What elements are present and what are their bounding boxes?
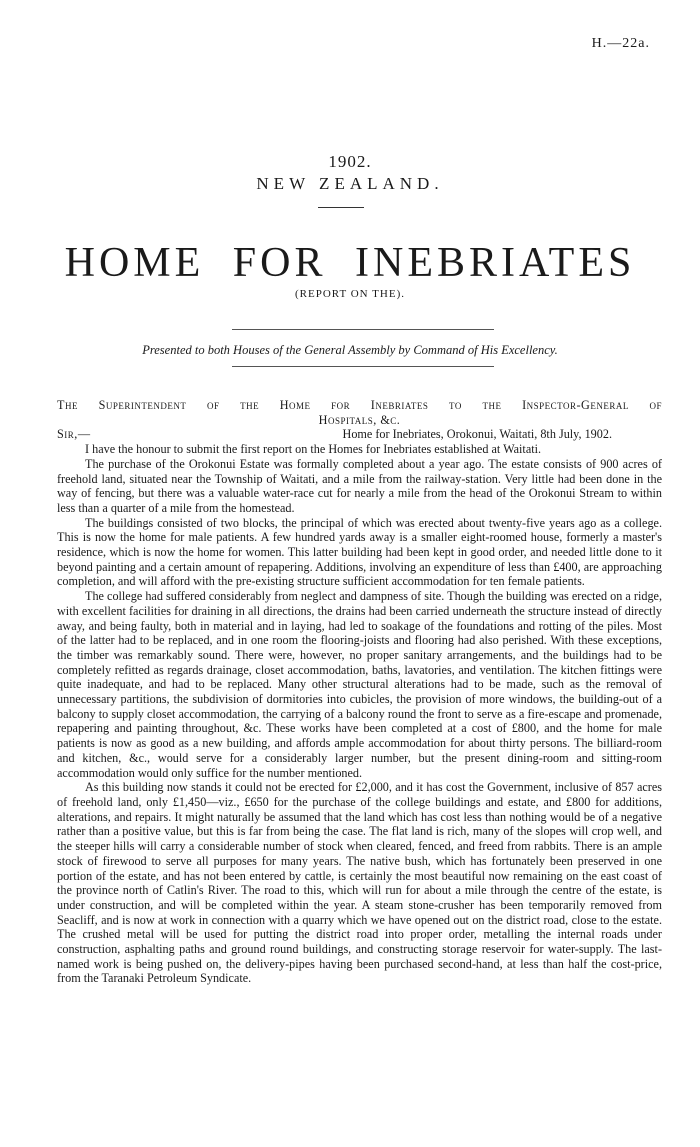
salutation: Sir,— — [57, 427, 91, 442]
presented-statement: Presented to both Houses of the General Assembly by Command of His Excellency. — [142, 343, 558, 357]
report-subtitle: (REPORT ON THE). — [295, 288, 405, 300]
page-reference: H.—22a. — [591, 36, 650, 51]
presented-rule-top — [232, 329, 494, 330]
paragraph: The buildings consisted of two blocks, the principal of which was erected about twenty-five years ago as a college. This is now the home for male patients. A few hundred yards away is a smaller eight-roomed house, formerly a master's residence, which is now the home for women. This latter building had been kept in good order, and needed little done to it beyond painting and a certain amount of repapering. Additions, involving an expenditure of less than £400, are approaching completion, and will afford with the pre-existing structure sufficient accommodation for ten female patients. — [57, 515, 662, 589]
country-heading: NEW ZEALAND. — [256, 174, 444, 193]
report-title: HOME FOR INEBRIATES — [64, 240, 636, 286]
report-year: 1902. — [328, 152, 372, 171]
paragraph: The college had suffered considerably from neglect and dampness of site. Though the building was erected on a ridge, with excellent facilities for draining in all directions, the drains had been carried underneath the structure instead of directly away, and being faulty, both in material and in laying, had led to soakage of the foundations and rotting of the piles. Most of the latter had to be replaced, and in one room the flooring-joists and flooring had also perished. With these exceptions, the timber was remarkably sound. There were, however, no proper sanitary arrangements, and the buildings had to be completely refitted as regards drainage, closet accommodation, baths, lavatories, and ventilation. The kitchen fittings were quite inadequate, and had to be replaced. Many other structural alterations had to be made, such as the removal of unnecessary partitions, the subdivision of dormitories into cubicles, the provision of more windows, the building-out of a balcony to supply closet accommodation, the carrying of a balcony round the front to serve as a fire-escape and promenade, repapering and painting throughout, &c. These works have been completed at a cost of £800, and the home for male patients is now as good as a new building, and affords ample accommodation for about thirty persons. The billiard-room and kitchen, &c., would serve for a considerably larger number, but the present dining-room and sitting-room accommodation would only suffice for the number mentioned. — [57, 589, 662, 780]
presented-rule-bottom — [232, 366, 494, 367]
letter-address-line: The Superintendent of the Home for Inebriates to the Inspector-General of — [57, 398, 662, 412]
paragraph: The purchase of the Orokonui Estate was formally completed about a year ago. The estate consists of 900 acres of freehold land, situated near the Township of Waitati, and a mile from the railway-station. Very little had been done in the way of fencing, but there was a valuable water-race cut for nearly a mile from the head of the Orokonui Stream to within less than a quarter of a mile from the homestead. — [57, 456, 662, 515]
paragraph: I have the honour to submit the first report on the Homes for Inebriates established at Waitati. — [85, 442, 542, 457]
paragraph: As this building now stands it could not be erected for £2,000, and it has cost the Government, inclusive of 857 acres of freehold land, only £1,450—viz., £650 for the purchase of the college buildings and estate, and £800 for additions, alterations, and repairs. It might naturally be assumed that the land which has cost less than nothing would be of a negative rather than a positive value, but this is far from being the case. The flat land is rich, many of the slopes will crop well, and the steeper hills will carry a considerable number of stock when cleared, fenced, and freed from rabbits. There is an ample stock of firewood to serve all purposes for many years. The native bush, which has fortunately been preserved in one portion of the estate, and has not been entered by cattle, is certainly the most beautiful now remaining on the east coast of the province north of Catlin's River. The road to this, which will run for about a mile through the centre of the estate, is under construction, and will be completed within the year. A steam stone-crusher has been temporarily removed from Seacliff, and is now at work in connection with a quarry which we have opened out on the district road, close to the estate. The crushed metal will be used for putting the district road into proper order, metalling the internal roads under construction, asphalting paths and ground round buildings, and constructing storage reservoir for water-supply. The last-named work is being pushed on, the delivery-pipes having been purchased second-hand, at less than half the cost-price, from the Taranaki Petroleum Syndicate. — [57, 780, 662, 986]
letter-body — [57, 398, 662, 986]
salutation-row — [57, 427, 662, 442]
letter-address-line-2: Hospitals, &c. — [318, 412, 401, 427]
place-date: Home for Inebriates, Orokonui, Waitati, 8th July, 1902. — [342, 427, 612, 442]
title-divider — [318, 207, 364, 208]
